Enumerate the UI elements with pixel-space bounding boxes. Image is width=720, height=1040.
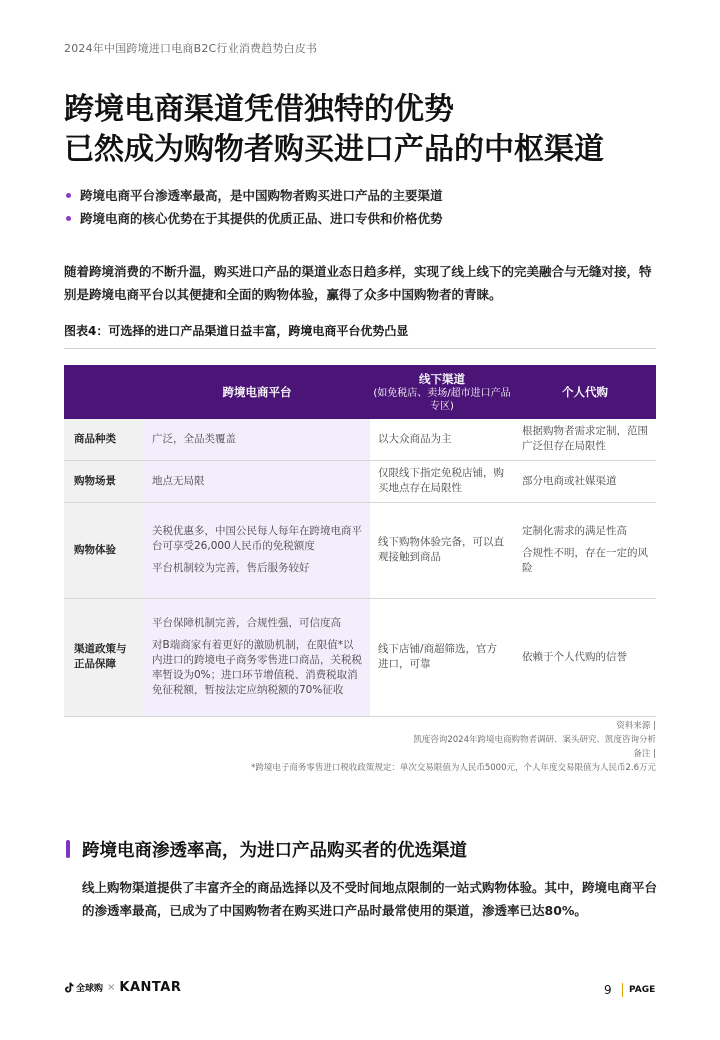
section-body: 线上购物渠道提供了丰富齐全的商品选择以及不受时间地点限制的一站式购物体验。其中，跨境电商平台的渗透率最高，已成为了中国购物者在购买进口产品时最常使用的渠道，渗透率已达80%。 <box>82 880 658 918</box>
cell-text: 定制化需求的满足性高 <box>522 525 627 537</box>
cell-cross-border <box>144 419 370 460</box>
cell-text: 依赖于个人代购的信誉 <box>522 650 627 663</box>
bullet-dot-icon <box>66 216 71 221</box>
row-label: 购物体验 <box>64 502 144 598</box>
cell-daigou <box>514 598 656 716</box>
cell-text: 仅限线下指定免税店铺，购买地点存在局限性 <box>378 467 504 494</box>
header-offline-subtitle: (如免税店、卖场/超市进口产品专区) <box>373 387 511 412</box>
row-label: 商品种类 <box>64 419 144 460</box>
table-row <box>64 460 656 502</box>
cell-text: 地点无局限 <box>152 474 205 487</box>
note-label-text: 备注 <box>633 749 651 759</box>
logo-separator: × <box>107 982 116 993</box>
kantar-logo: KANTAR <box>119 980 182 995</box>
table-header-row <box>64 365 656 419</box>
page-label: PAGE <box>629 985 656 995</box>
channel-comparison-table <box>64 365 656 717</box>
source-label: 资料来源 | <box>616 721 656 731</box>
cell-text: 合规性不明，存在一定的风险 <box>522 547 648 574</box>
footer-logo <box>64 980 181 995</box>
table-row <box>64 502 656 598</box>
section-title: 跨境电商渗透率高，为进口产品购买者的优选渠道 <box>82 841 467 861</box>
source-label-text: 资料来源 <box>616 721 651 731</box>
row-label: 渠道政策与正品保障 <box>64 598 144 716</box>
cell-daigou <box>514 460 656 502</box>
cell-text: 广泛，全品类覆盖 <box>152 432 236 445</box>
key-point-text: 跨境电商的核心优势在于其提供的优质正品、进口专供和价格优势 <box>80 211 443 226</box>
cell-offline <box>370 598 514 716</box>
key-point-text: 跨境电商平台渗透率最高，是中国购物者购买进口产品的主要渠道 <box>80 188 443 203</box>
intro-paragraph: 随着跨境消费的不断升温，购买进口产品的渠道业态日趋多样，实现了线上线下的完美融合与无缝对接，特别是跨境电商平台以其便捷和全面的购物体验，赢得了众多中国购物者的青睐。 <box>64 264 652 302</box>
figure-divider <box>64 348 656 349</box>
page-title <box>64 90 664 170</box>
cell-daigou <box>514 419 656 460</box>
page-title-line-1: 跨境电商渠道凭借独特的优势 <box>64 92 454 127</box>
note-text: *跨境电子商务零售进口税收政策规定：单次交易限值为人民币5000元，个人年度交易限值为人民币2.6万元 <box>251 763 656 773</box>
cell-text: 对B端商家有着更好的激励机制，在限值*以内进口的跨境电子商务零售进口商品，关税税率暂设为0%；进口环节增值税、消费税取消免征税额，暂按法定应纳税额的70%征收 <box>152 639 362 696</box>
note-label: 备注 | <box>633 749 656 759</box>
header-cross-border: 跨境电商平台 <box>144 365 370 419</box>
cell-text: 部分电商或社媒渠道 <box>522 474 617 487</box>
row-label: 购物场景 <box>64 460 144 502</box>
cell-text: 根据购物者需求定制，范围广泛但存在局限性 <box>522 425 648 453</box>
cell-text: 以大众商品为主 <box>378 432 452 445</box>
bullet-dot-icon <box>66 193 71 198</box>
header-offline <box>370 365 514 419</box>
key-point-item <box>64 184 664 207</box>
cell-offline <box>370 502 514 598</box>
cell-offline <box>370 419 514 460</box>
header-offline-label: 线下渠道 <box>419 371 465 386</box>
header-corner <box>64 365 144 419</box>
report-header: 2024年中国跨境进口电商B2C行业消费趋势白皮书 <box>64 42 318 55</box>
table-row <box>64 419 656 460</box>
key-points-list <box>64 184 664 230</box>
logo-text: 全球购 <box>76 984 104 994</box>
figure-caption: 图表4：可选择的进口产品渠道日益丰富，跨境电商平台优势凸显 <box>64 324 409 338</box>
cell-cross-border <box>144 502 370 598</box>
cell-cross-border <box>144 460 370 502</box>
cell-daigou <box>514 502 656 598</box>
cell-text: 平台机制较为完善，售后服务较好 <box>152 562 310 574</box>
key-point-item <box>64 207 664 230</box>
header-daigou: 个人代购 <box>514 365 656 419</box>
cell-text: 线下店铺/商超筛选，官方进口，可靠 <box>378 643 498 670</box>
cell-cross-border <box>144 598 370 716</box>
page-title-line-2: 已然成为购物者购买进口产品的中枢渠道 <box>64 132 604 167</box>
cell-offline <box>370 460 514 502</box>
page-number: 9 <box>604 983 612 997</box>
page-divider <box>622 983 623 997</box>
cell-text: 线下购物体验完备，可以直观接触到商品 <box>378 536 504 563</box>
tiktok-logo-icon <box>64 981 74 994</box>
table-row <box>64 598 656 716</box>
source-text: 凯度咨询2024年跨境电商购物者调研、案头研究、凯度咨询分析 <box>413 735 656 745</box>
cell-text: 关税优惠多，中国公民每人每年在跨境电商平台可享受26,000人民币的免税额度 <box>152 525 362 552</box>
section-accent-bar <box>66 840 70 858</box>
cell-text: 平台保障机制完善，合规性强，可信度高 <box>152 617 341 629</box>
